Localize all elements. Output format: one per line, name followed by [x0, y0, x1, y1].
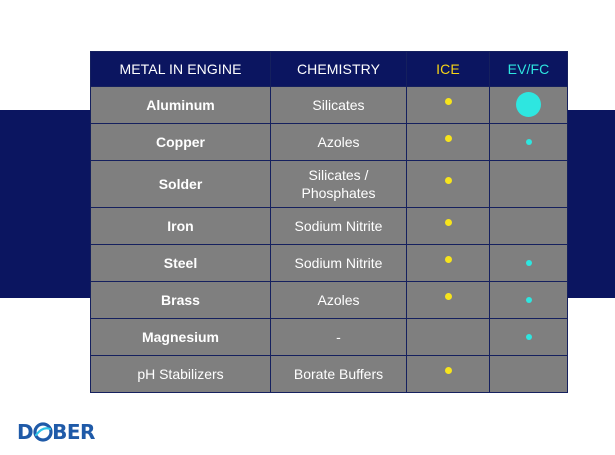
table-row	[91, 245, 568, 282]
table-row	[91, 319, 568, 356]
metal-cell: Steel	[91, 245, 271, 282]
logo-wordmark: D BER	[17, 420, 95, 444]
metal-cell: pH Stabilizers	[91, 356, 271, 393]
ice-cell	[407, 245, 490, 282]
ev-fc-dot-icon	[526, 334, 532, 340]
ice-dot-icon	[445, 135, 452, 142]
ice-dot-icon	[445, 219, 452, 226]
ice-cell	[407, 319, 490, 356]
chemistry-cell: Azoles	[271, 282, 407, 319]
table-body	[91, 87, 568, 393]
chemistry-cell: Borate Buffers	[271, 356, 407, 393]
ice-cell	[407, 124, 490, 161]
header-chemistry: CHEMISTRY	[271, 52, 407, 87]
ev-fc-dot-icon	[526, 260, 532, 266]
ice-cell	[407, 87, 490, 124]
dober-logo	[17, 416, 95, 448]
metal-chemistry-table	[90, 51, 568, 393]
ev-fc-cell	[490, 87, 568, 124]
ev-fc-cell	[490, 356, 568, 393]
metal-cell: Magnesium	[91, 319, 271, 356]
table-row	[91, 161, 568, 208]
ice-cell	[407, 356, 490, 393]
table-row	[91, 356, 568, 393]
metal-cell: Aluminum	[91, 87, 271, 124]
header-ice: ICE	[407, 52, 490, 87]
metal-cell: Copper	[91, 124, 271, 161]
metal-cell: Brass	[91, 282, 271, 319]
ev-fc-cell	[490, 124, 568, 161]
ev-fc-cell	[490, 282, 568, 319]
header-metal: METAL IN ENGINE	[91, 52, 271, 87]
ice-dot-icon	[445, 177, 452, 184]
table-row	[91, 282, 568, 319]
ice-dot-icon	[445, 98, 452, 105]
ice-cell	[407, 208, 490, 245]
chemistry-cell: -	[271, 319, 407, 356]
ev-fc-dot-icon	[526, 139, 532, 145]
table-row	[91, 87, 568, 124]
chemistry-cell: Silicates	[271, 87, 407, 124]
table-header-row	[91, 52, 568, 87]
chemistry-cell: Azoles	[271, 124, 407, 161]
ev-fc-cell	[490, 208, 568, 245]
header-ev-fc: EV/FC	[490, 52, 568, 87]
ice-cell	[407, 282, 490, 319]
metal-cell: Iron	[91, 208, 271, 245]
ice-dot-icon	[445, 256, 452, 263]
chemistry-cell: Sodium Nitrite	[271, 208, 407, 245]
metal-cell: Solder	[91, 161, 271, 208]
ice-dot-icon	[445, 293, 452, 300]
chemistry-cell: Silicates / Phosphates	[271, 161, 407, 208]
chemistry-cell: Sodium Nitrite	[271, 245, 407, 282]
ice-cell	[407, 161, 490, 208]
ev-fc-cell	[490, 245, 568, 282]
table-row	[91, 124, 568, 161]
ice-dot-icon	[445, 367, 452, 374]
ev-fc-cell	[490, 319, 568, 356]
ev-fc-large-dot-icon	[516, 92, 541, 117]
table-row	[91, 208, 568, 245]
logo-o-swirl-icon	[33, 422, 53, 442]
ev-fc-cell	[490, 161, 568, 208]
ev-fc-dot-icon	[526, 297, 532, 303]
